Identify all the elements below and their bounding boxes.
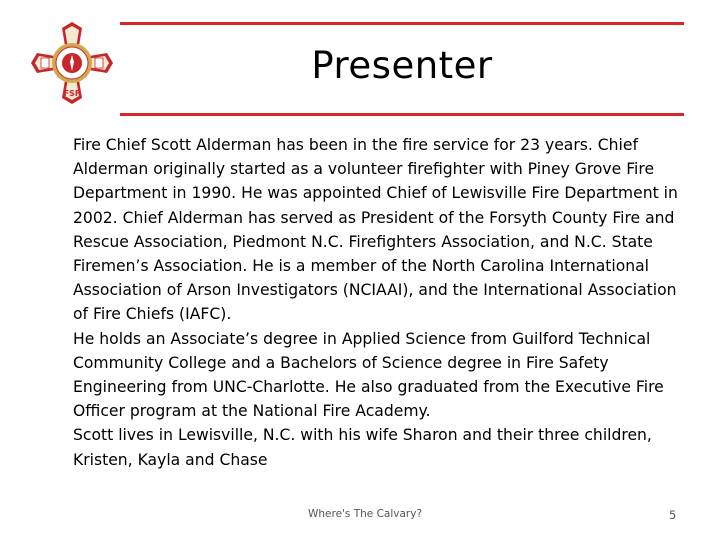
body-paragraph: He holds an Associate’s degree in Applied Science from Guilford Technical Community College and a Bachelors of Science degree in Fire Safety Engineering from UNC-Charlotte. He also graduated from the Executive Fire Officer program at the National Fire Academy.	[73, 329, 664, 421]
body-paragraph: Fire Chief Scott Alderman has been in the fire service for 23 years. Chief Alderman originally started as a volunteer firefighter with Piney Grove Fire Department in 1990. He was appointed Chief of Lewisville Fire Department in 2002. Chief Alderman has served as President of the Forsyth County Fire and Rescue Association, Piedmont N.C. Firefighters Association, and N.C. State Firemen’s Association. He is a member of the North Carolina International Association of Arson Investigators (NCIAAI), and the International Association of Fire Chiefs (IAFC).	[73, 136, 678, 324]
footer-text: Where's The Calvary?	[308, 508, 423, 520]
page-number: 5	[669, 508, 677, 522]
slide-body	[73, 133, 693, 472]
body-paragraph: Scott lives in Lewisville, N.C. with his wife Sharon and their three children, Kristen, Kayla and Chase	[73, 426, 652, 469]
svg-text:FSF: FSF	[63, 89, 81, 98]
bottom-divider	[120, 113, 684, 116]
top-divider	[120, 22, 684, 25]
maltese-cross-logo-icon	[27, 18, 117, 108]
slide-title: Presenter	[311, 44, 493, 87]
